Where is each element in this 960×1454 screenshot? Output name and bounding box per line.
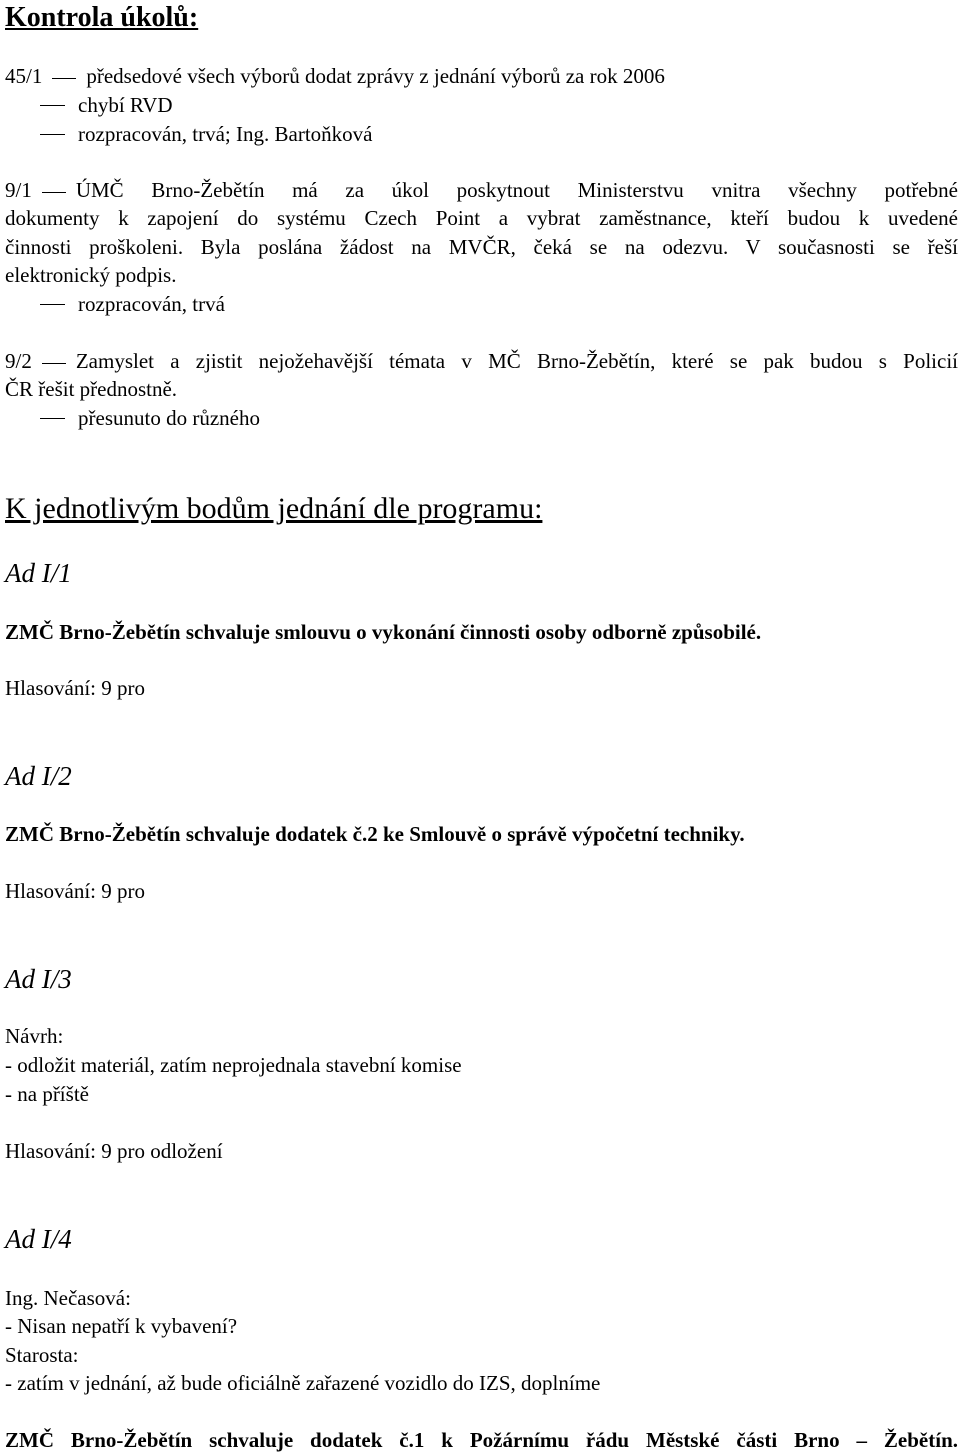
ad-2-resolution: ZMČ Brno-Žebětín schvaluje dodatek č.2 ke Smlouvě o správě výpočetní techniky. bbox=[5, 822, 745, 846]
ad-3-item: - na příště bbox=[5, 1082, 89, 1106]
ad-4-resolution: ZMČ Brno-Žebětín schvaluje dodatek č.1 k Požárnímu řádu Městské části Brno – Žebětín. bbox=[5, 1428, 958, 1452]
task-9-1-line: dokumenty k zapojení do systému Czech Point a vybrat zaměstnance, kteří budou k uvedené bbox=[5, 206, 958, 230]
task-9-2-line: ČR řešit přednostně. bbox=[5, 377, 178, 401]
task-45-1-note: chybí RVD bbox=[78, 93, 173, 117]
ad-2-vote: Hlasování: 9 pro bbox=[5, 879, 145, 903]
dash-icon bbox=[42, 363, 66, 364]
dash-icon bbox=[52, 78, 76, 79]
dash-icon bbox=[40, 304, 65, 305]
task-id: 45/1 bbox=[5, 64, 43, 88]
task-9-1-line bbox=[5, 177, 958, 203]
ad-4-title: Ad I/4 bbox=[5, 1224, 72, 1254]
ad-3-item: - odložit materiál, zatím neprojednala stavební komise bbox=[5, 1053, 462, 1077]
task-9-2-line bbox=[5, 348, 958, 374]
dash-icon bbox=[40, 134, 65, 135]
task-9-2-note: přesunuto do různého bbox=[78, 406, 260, 430]
task-id: 9/2 bbox=[5, 349, 32, 373]
ad-4-line: - zatím v jednání, až bude oficiálně zařazené vozidlo do IZS, doplníme bbox=[5, 1371, 601, 1395]
dash-icon bbox=[40, 105, 65, 106]
ad-3-title: Ad I/3 bbox=[5, 964, 72, 994]
ad-1-vote: Hlasování: 9 pro bbox=[5, 676, 145, 700]
ad-2-title: Ad I/2 bbox=[5, 761, 72, 791]
task-9-1-line: činnosti proškoleni. Byla poslána žádost na MVČR, čeká se na odezvu. V současnosti se řeší bbox=[5, 235, 958, 259]
dash-icon bbox=[42, 192, 66, 193]
ad-3-vote: Hlasování: 9 pro odložení bbox=[5, 1139, 223, 1163]
ad-1-title: Ad I/1 bbox=[5, 558, 72, 588]
heading-agenda: K jednotlivým bodům jednání dle programu: bbox=[5, 492, 543, 525]
task-9-1-line: elektronický podpis. bbox=[5, 263, 177, 287]
ad-4-line: - Nisan nepatří k vybavení? bbox=[5, 1314, 238, 1338]
task-text: ÚMČ Brno-Žebětín má za úkol poskytnout Ministerstvu vnitra všechny potřebné bbox=[75, 178, 958, 202]
heading-task-control: Kontrola úkolů: bbox=[5, 2, 199, 33]
task-45-1 bbox=[5, 63, 958, 89]
dash-icon bbox=[40, 418, 65, 419]
ad-4-line: Ing. Nečasová: bbox=[5, 1286, 131, 1310]
task-45-1-note: rozpracován, trvá; Ing. Bartoňková bbox=[78, 122, 373, 146]
task-9-1-note: rozpracován, trvá bbox=[78, 292, 225, 316]
ad-1-resolution: ZMČ Brno-Žebětín schvaluje smlouvu o vykonání činnosti osoby odborně způsobilé. bbox=[5, 620, 762, 644]
task-text: Zamyslet a zjistit nejožehavější témata v MČ Brno-Žebětín, které se pak budou s Policií bbox=[75, 349, 958, 373]
task-id: 9/1 bbox=[5, 178, 32, 202]
ad-3-label: Návrh: bbox=[5, 1024, 64, 1048]
ad-4-line: Starosta: bbox=[5, 1343, 79, 1367]
task-text: předsedové všech výborů dodat zprávy z jednání výborů za rok 2006 bbox=[86, 64, 665, 88]
